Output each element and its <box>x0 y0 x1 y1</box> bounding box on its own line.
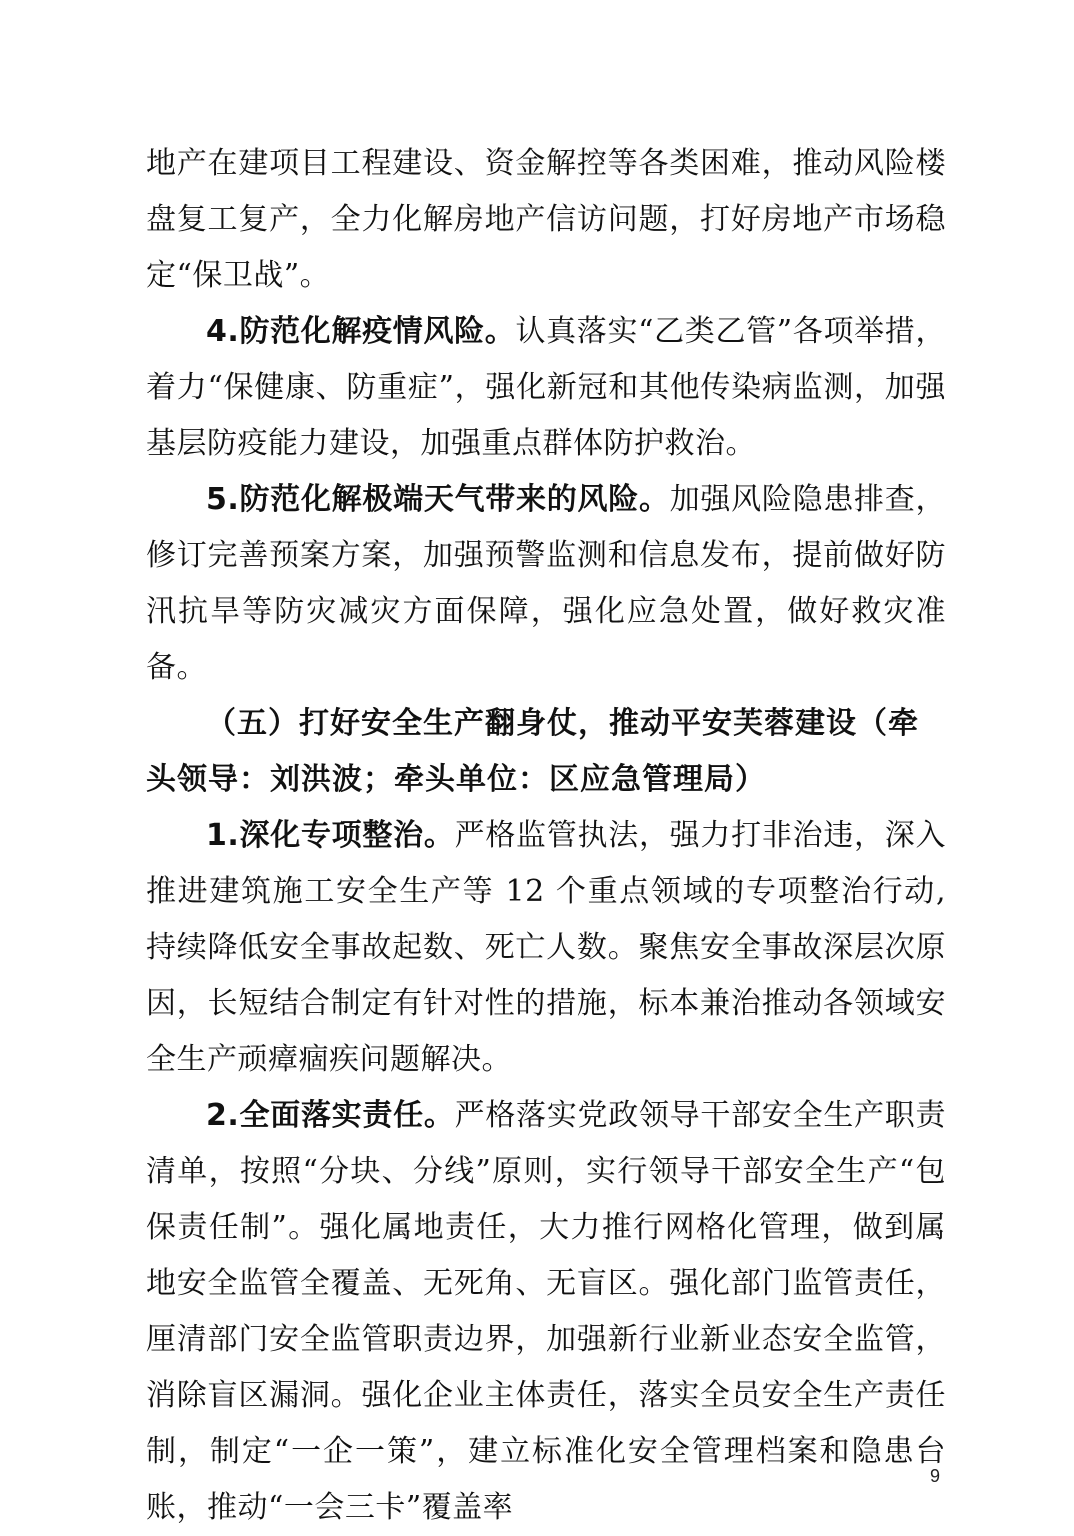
paragraph-continued <box>146 136 946 304</box>
section-heading: （五）打好安全生产翻身仗，推动平安芙蓉建设（牵头领导：刘洪波；牵头单位：区应急管理局） <box>146 706 919 797</box>
paragraph-lead: 4.防范化解疫情风险。 <box>206 314 516 349</box>
paragraph-text: 严格监管执法，强力打非治违，深入推进建筑施工安全生产等 12 个重点领域的专项整治行动,持续降低安全事故起数、死亡人数。聚焦安全事故深层次原因，长短结合制定有针对性的措施，标本兼治推动各领域安全生产顽瘴痼疾问题解决。 <box>146 818 946 1077</box>
document-body <box>146 136 946 1536</box>
paragraph-epidemic-risk <box>146 304 946 472</box>
paragraph-responsibility <box>146 1088 946 1536</box>
paragraph-text: 地产在建项目工程建设、资金解控等各类困难，推动风险楼盘复工复产，全力化解房地产信访问题，打好房地产市场稳定“保卫战”。 <box>146 146 946 293</box>
paragraph-text: 认真落实“乙类乙管”各项举措，着力“保健康、防重症”，强化新冠和其他传染病监测，加强基层防疫能力建设，加强重点群体防护救治。 <box>146 314 946 461</box>
paragraph-lead: 2.全面落实责任。 <box>206 1098 455 1133</box>
paragraph-lead: 1.深化专项整治。 <box>206 818 455 853</box>
paragraph-weather-risk <box>146 472 946 696</box>
paragraph-text: 严格落实党政领导干部安全生产职责清单，按照“分块、分线”原则，实行领导干部安全生产“包保责任制”。强化属地责任，大力推行网格化管理，做到属地安全监管全覆盖、无死角、无盲区。强化部门监管责任，厘清部门安全监管职责边界，加强新行业新业态安全监管，消除盲区漏洞。强化企业主体责任，落实全员安全生产责任制，制定“一企一策”，建立标准化安全管理档案和隐患台账，推动“一会三卡”覆盖率 <box>146 1098 946 1525</box>
paragraph-text: 加强风险隐患排查，修订完善预案方案，加强预警监测和信息发布，提前做好防汛抗旱等防灾减灾方面保障，强化应急处置，做好救灾准备。 <box>146 482 947 685</box>
paragraph-lead: 5.防范化解极端天气带来的风险。 <box>206 482 670 517</box>
page-number: 9 <box>929 1466 940 1486</box>
paragraph-special-rectification <box>146 808 946 1088</box>
